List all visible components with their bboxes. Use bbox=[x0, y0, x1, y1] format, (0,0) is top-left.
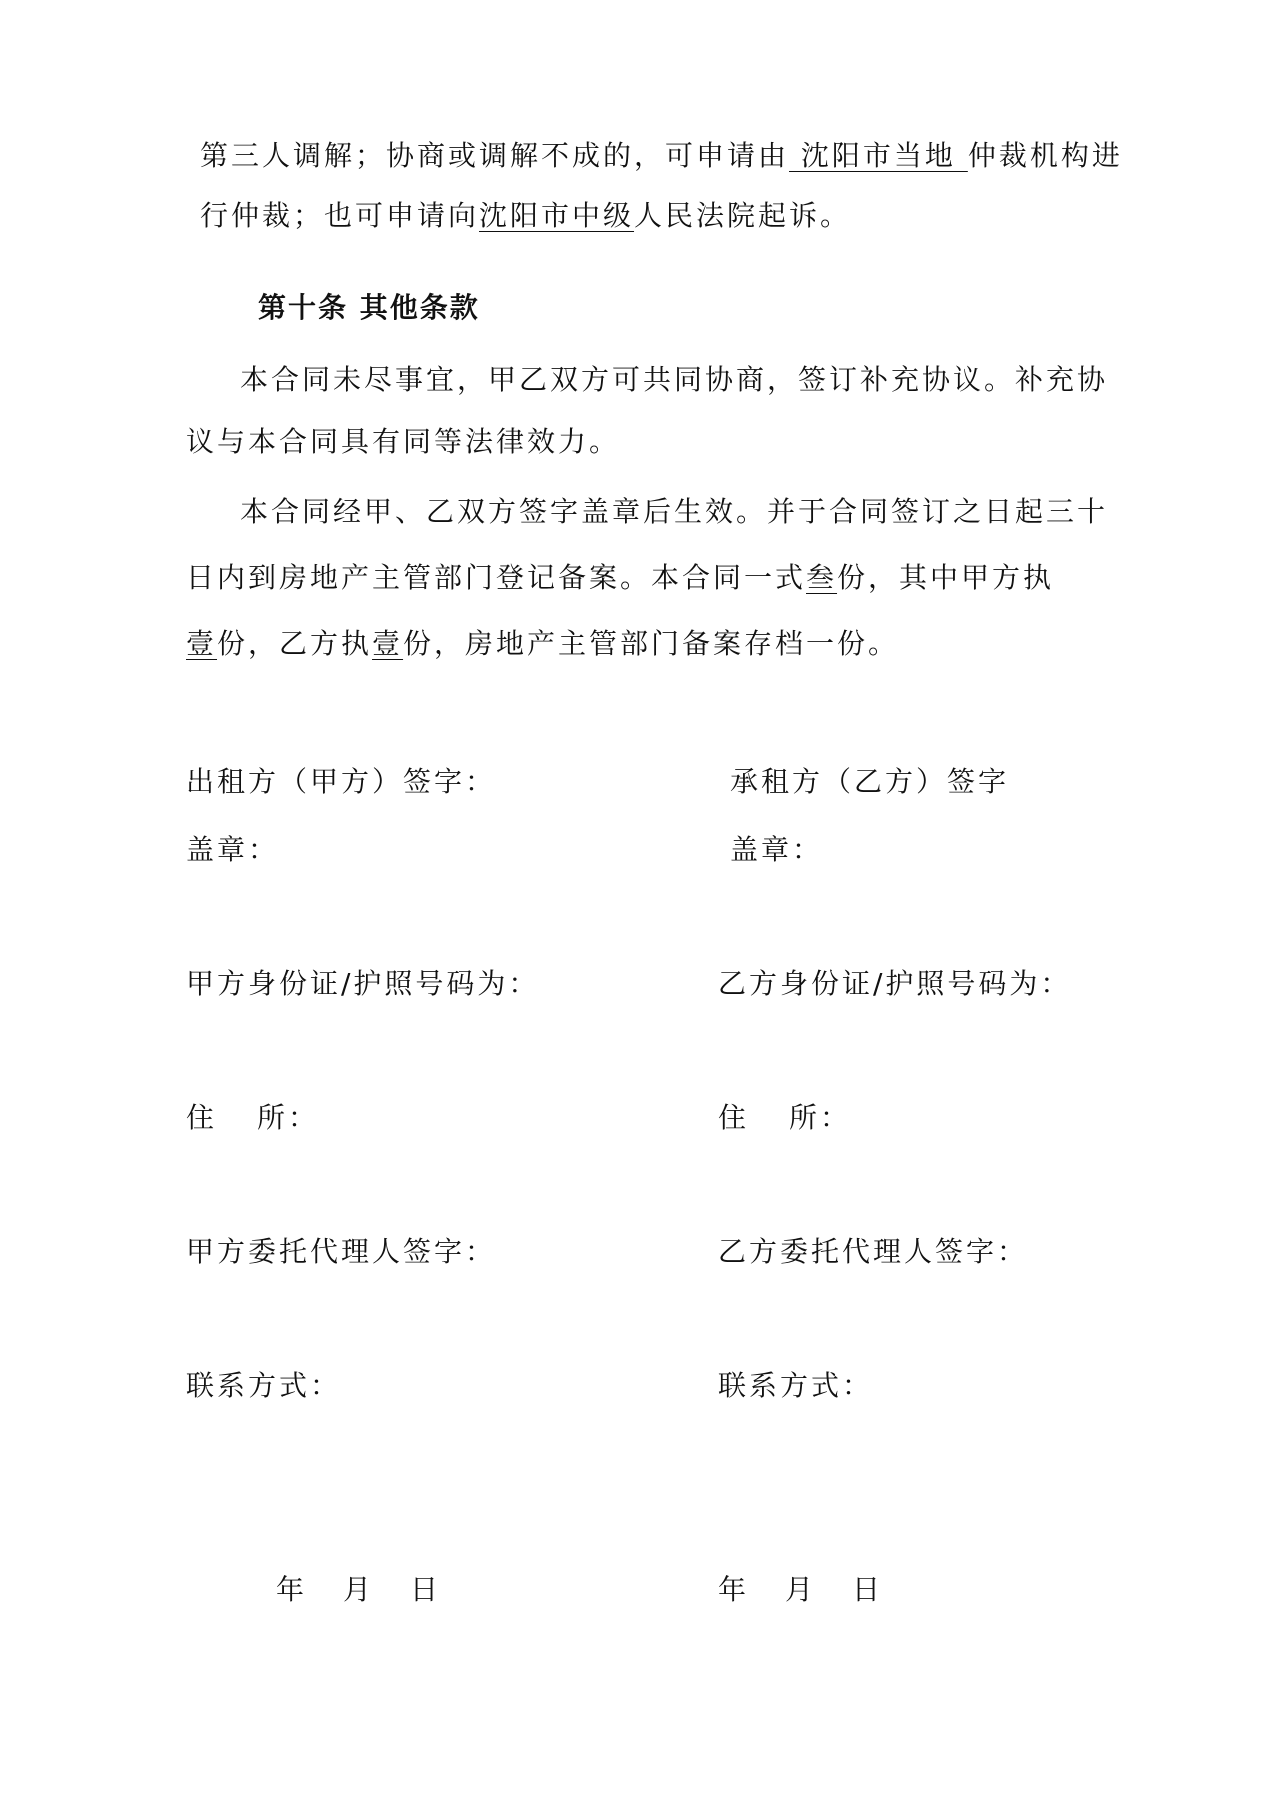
copies-party-a-fill: 壹 bbox=[186, 627, 218, 660]
dispute-line-1-text: 第三人调解；协商或调解不成的，可申请由 bbox=[200, 139, 790, 172]
article-10-heading: 第十条 其他条款 bbox=[258, 291, 480, 324]
court-name-fill: 沈阳市中级 bbox=[479, 199, 635, 232]
party-b-address-1: 住 bbox=[718, 1101, 750, 1134]
party-b-date bbox=[718, 1570, 919, 1610]
party-a-address-1: 住 bbox=[186, 1101, 218, 1134]
party-b-address-label bbox=[718, 1098, 851, 1138]
party-a-date-year: 年 bbox=[276, 1573, 308, 1606]
party-b-date-day: 日 bbox=[852, 1573, 884, 1606]
copies-party-b-fill: 壹 bbox=[372, 627, 404, 660]
party-b-address-2: 所： bbox=[789, 1101, 852, 1134]
party-a-contact-label: 联系方式： bbox=[186, 1369, 342, 1402]
article-10-p2-line3 bbox=[186, 624, 899, 664]
dispute-line-2-text: 行仲裁；也可申请向 bbox=[200, 199, 480, 232]
party-b-date-month: 月 bbox=[785, 1573, 817, 1606]
party-a-date-day: 日 bbox=[410, 1573, 442, 1606]
party-b-seal-label: 盖章： bbox=[730, 833, 824, 866]
party-a-sign-label: 出租方（甲方）签字： bbox=[186, 765, 497, 798]
party-a-id-label: 甲方身份证/护照号码为： bbox=[186, 967, 540, 1000]
dispute-line-2-end: 人民法院起诉。 bbox=[634, 199, 852, 232]
p2-line3-text-1: 份，乙方执 bbox=[217, 627, 373, 660]
article-10-p1-line1: 本合同未尽事宜，甲乙双方可共同协商，签订补充协议。补充协 bbox=[240, 363, 1109, 396]
party-b-id-label: 乙方身份证/护照号码为： bbox=[718, 967, 1072, 1000]
party-b-contact-label: 联系方式： bbox=[718, 1369, 874, 1402]
copies-total-fill: 叁 bbox=[806, 561, 838, 594]
party-a-date-month: 月 bbox=[343, 1573, 375, 1606]
p2-line3-text-2: 份，房地产主管部门备案存档一份。 bbox=[403, 627, 900, 660]
party-a-seal-label: 盖章： bbox=[186, 833, 280, 866]
party-b-sign-label: 承租方（乙方）签字 bbox=[730, 765, 1010, 798]
article-10-p2-line1: 本合同经甲、乙双方签字盖章后生效。并于合同签订之日起三十 bbox=[240, 495, 1109, 528]
dispute-line-1-end: 仲裁机构进 bbox=[967, 139, 1123, 172]
dispute-line-2 bbox=[200, 196, 851, 236]
p2-line2-text: 日内到房地产主管部门登记备案。本合同一式 bbox=[186, 561, 807, 594]
p2-line2-end: 份，其中甲方执 bbox=[837, 561, 1055, 594]
party-a-date bbox=[276, 1570, 477, 1610]
party-a-address-label bbox=[186, 1098, 319, 1138]
party-a-agent-label: 甲方委托代理人签字： bbox=[186, 1235, 497, 1268]
party-a-address-2: 所： bbox=[257, 1101, 320, 1134]
party-b-agent-label: 乙方委托代理人签字： bbox=[718, 1235, 1029, 1268]
arbitration-location-fill: 沈阳市当地 bbox=[789, 139, 968, 172]
article-10-p2-line2 bbox=[186, 558, 1054, 598]
party-b-date-year: 年 bbox=[718, 1573, 750, 1606]
dispute-line-1 bbox=[200, 136, 1123, 176]
article-10-p1-line2: 议与本合同具有同等法律效力。 bbox=[186, 425, 621, 458]
